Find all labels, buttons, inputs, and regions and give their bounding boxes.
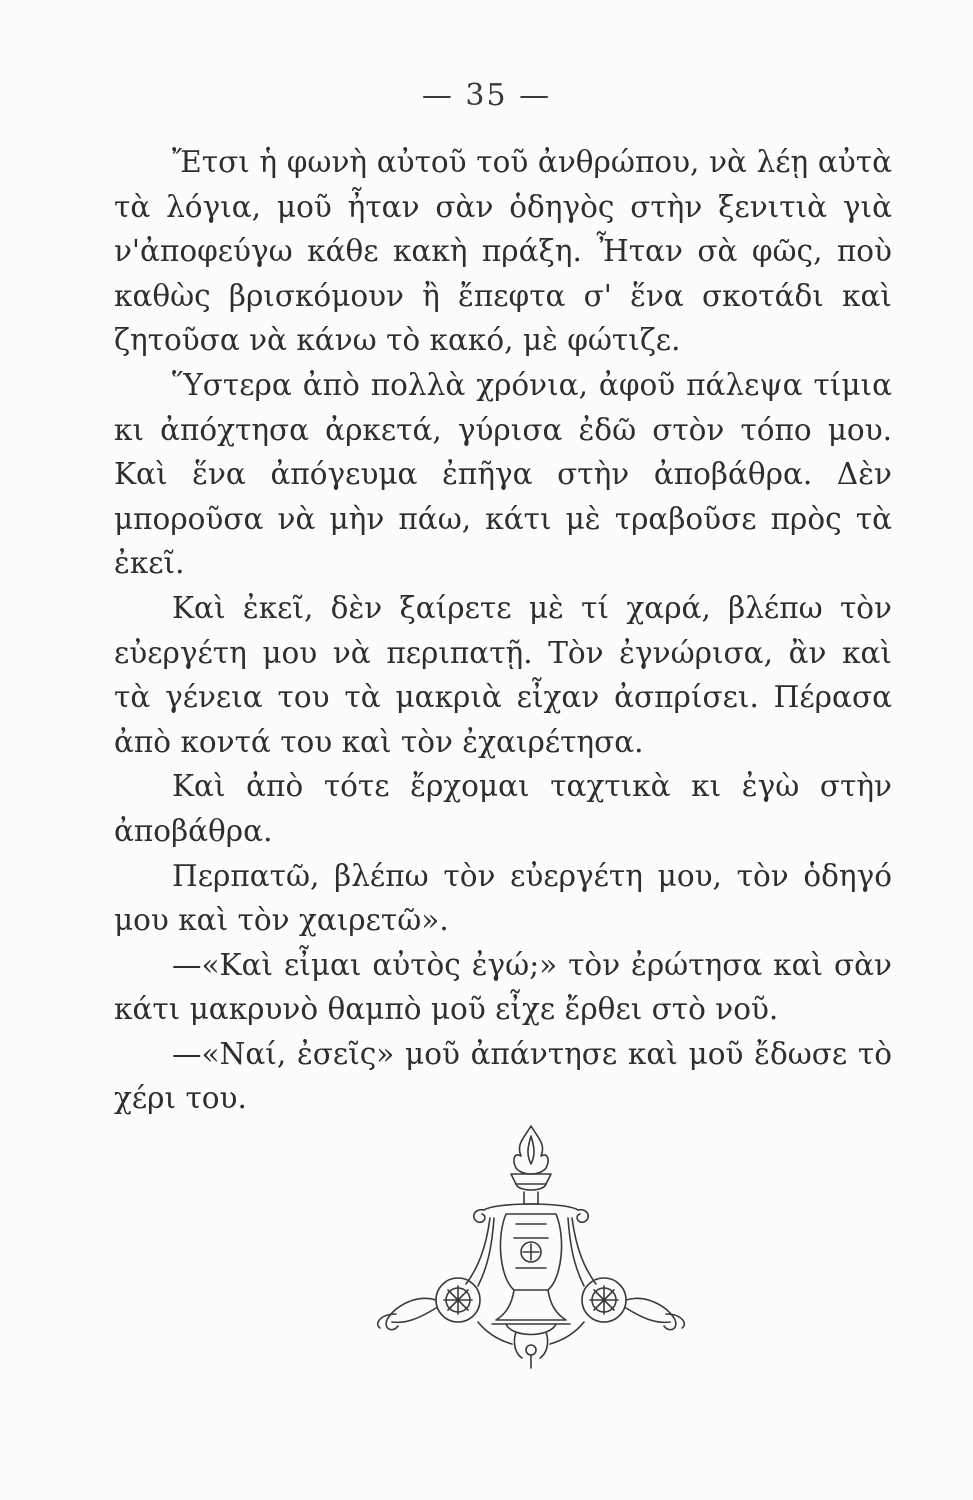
paragraph-3: Καὶ ἐκεῖ, δὲν ξαίρετε μὲ τί χαρά, βλέπω τὸν εὐεργέτη μου νὰ περιπατῇ. Τὸν ἐγνώρισα, ἂν καὶ τὰ γένεια του τὰ μακριὰ εἶχαν ἀσπρίσει. Πέρασα ἀπὸ κοντά του καὶ τὸν ἐχαιρέτησα. xyxy=(114,590,892,759)
paragraph-7: —«Ναί, ἐσεῖς» μοῦ ἀπάντησε καὶ μοῦ ἔδωσε τὸ χέρι του. xyxy=(114,1036,892,1116)
fleuron-ornament-icon xyxy=(366,1118,696,1378)
paragraph-5: Περπατῶ, βλέπω τὸν εὐεργέτη μου, τὸν ὁδηγό μου καὶ τὸν χαιρετῶ». xyxy=(114,858,892,938)
paragraph-1: Ἔτσι ἡ φωνὴ αὐτοῦ τοῦ ἀνθρώπου, νὰ λέῃ αὐτὰ τὰ λόγια, μοῦ ἦταν σὰν ὁδηγὸς στὴν ξενιτιὰ γιὰ ν'ἀποφεύγω κάθε κακὴ πράξη. Ἦταν σὰ φῶς, ποὺ καθὼς βρισκόμουν ἢ ἔπεφτα σ' ἕνα σκοτάδι καὶ ζητοῦσα νὰ κάνω τὸ κακό, μὲ φώτιζε. xyxy=(114,145,892,358)
paragraph-2: Ὕστερα ἀπὸ πολλὰ χρόνια, ἀφοῦ πάλεψα τίμια κι ἀπόχτησα ἀρκετά, γύρισα ἐδῶ στὸν τόπο μου. Καὶ ἕνα ἀπόγευμα ἐπῆγα στὴν ἀποβάθρα. Δὲν μποροῦσα νὰ μὴν πάω, κάτι μὲ τραβοῦσε πρὸς τὰ ἐκεῖ. xyxy=(114,367,892,581)
paragraph-6: —«Καὶ εἶμαι αὐτὸς ἐγώ;» τὸν ἐρώτησα καὶ σὰν κάτι μακρυνὸ θαμπὸ μοῦ εἶχε ἔρθει στὸ νοῦ. xyxy=(114,947,892,1027)
page-number: — 35 — xyxy=(421,78,552,113)
paragraph-4: Καὶ ἀπὸ τότε ἔρχομαι ταχτικὰ κι ἐγὼ στὴν ἀποβάθρα. xyxy=(114,769,892,848)
body-text xyxy=(114,140,892,1121)
